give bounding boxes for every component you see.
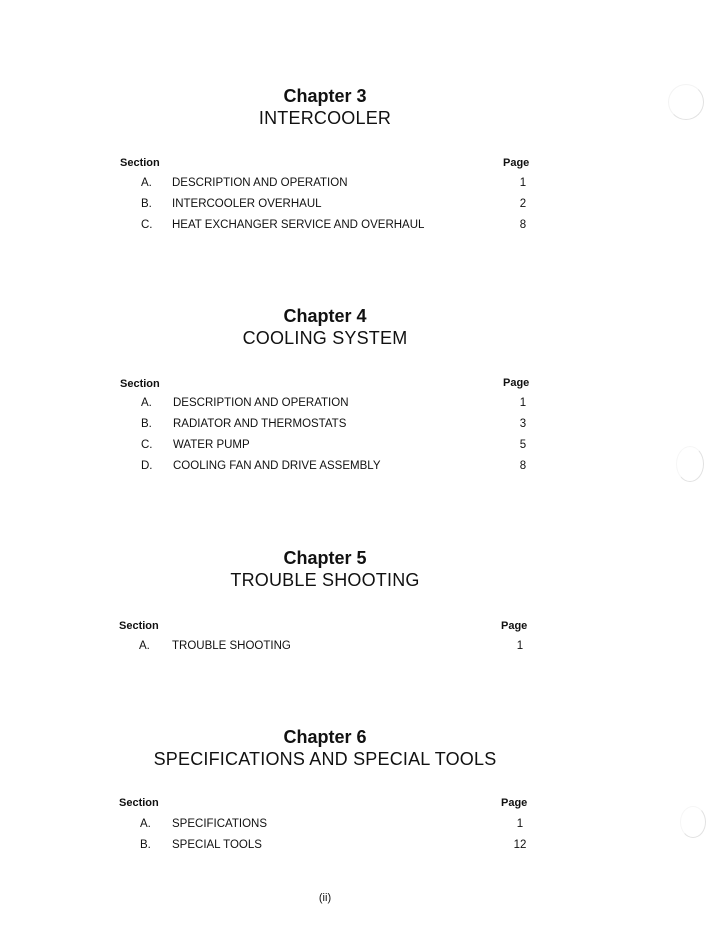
toc-entry [0,219,712,235]
punch-hole-shadow [668,84,704,120]
page-column-header: Page [501,797,528,809]
section-letter: C. [141,439,153,451]
page-column-header: Page [501,620,528,632]
toc-entry [0,397,712,413]
section-title: SPECIFICATIONS [172,818,267,830]
chapter-heading [0,547,650,591]
toc-entry [0,640,712,656]
section-letter: B. [140,839,151,851]
section-letter: A. [139,640,150,652]
chapter-number: Chapter 4 [283,306,367,326]
toc-entry [0,198,712,214]
section-title: HEAT EXCHANGER SERVICE AND OVERHAUL [172,219,425,231]
toc-entry [0,439,712,455]
chapter-title: INTERCOOLER [258,108,392,128]
chapter-number: Chapter 5 [283,548,367,568]
toc-entry [0,418,712,434]
toc-entry [0,839,712,855]
section-page: 1 [516,640,524,652]
section-letter: C. [141,219,153,231]
section-letter: A. [141,397,152,409]
chapter-heading [0,726,650,770]
section-title: RADIATOR AND THERMOSTATS [173,418,347,430]
section-page: 2 [519,198,527,210]
section-column-header: Section [120,378,160,390]
section-title: DESCRIPTION AND OPERATION [172,177,348,189]
section-letter: D. [141,460,153,472]
section-title: COOLING FAN AND DRIVE ASSEMBLY [173,460,381,472]
section-letter: B. [141,198,152,210]
section-page: 1 [516,818,524,830]
section-page: 5 [519,439,527,451]
chapter-number: Chapter 6 [283,727,367,747]
chapter-title: TROUBLE SHOOTING [230,570,420,590]
page-column-header: Page [503,157,530,169]
section-title: DESCRIPTION AND OPERATION [173,397,349,409]
section-page: 3 [519,418,527,430]
page-folio: (ii) [318,892,332,904]
section-title: TROUBLE SHOOTING [172,640,291,652]
section-letter: A. [140,818,151,830]
chapter-number: Chapter 3 [283,86,367,106]
toc-entry [0,460,712,476]
punch-hole-shadow [676,446,704,482]
chapter-heading [0,305,650,349]
section-title: INTERCOOLER OVERHAUL [172,198,322,210]
section-letter: A. [141,177,152,189]
section-page: 1 [519,397,527,409]
section-page: 8 [519,460,527,472]
section-title: WATER PUMP [173,439,250,451]
toc-entry [0,818,712,834]
section-title: SPECIAL TOOLS [172,839,262,851]
section-page: 8 [519,219,527,231]
toc-entry [0,177,712,193]
section-letter: B. [141,418,152,430]
section-page: 1 [519,177,527,189]
punch-hole-shadow [680,806,706,838]
section-column-header: Section [120,157,160,169]
section-column-header: Section [119,620,159,632]
section-column-header: Section [119,797,159,809]
chapter-heading [0,85,650,129]
chapter-title: COOLING SYSTEM [242,328,408,348]
chapter-title: SPECIFICATIONS AND SPECIAL TOOLS [153,749,497,769]
section-page: 12 [513,839,527,851]
page-column-header: Page [503,377,530,389]
